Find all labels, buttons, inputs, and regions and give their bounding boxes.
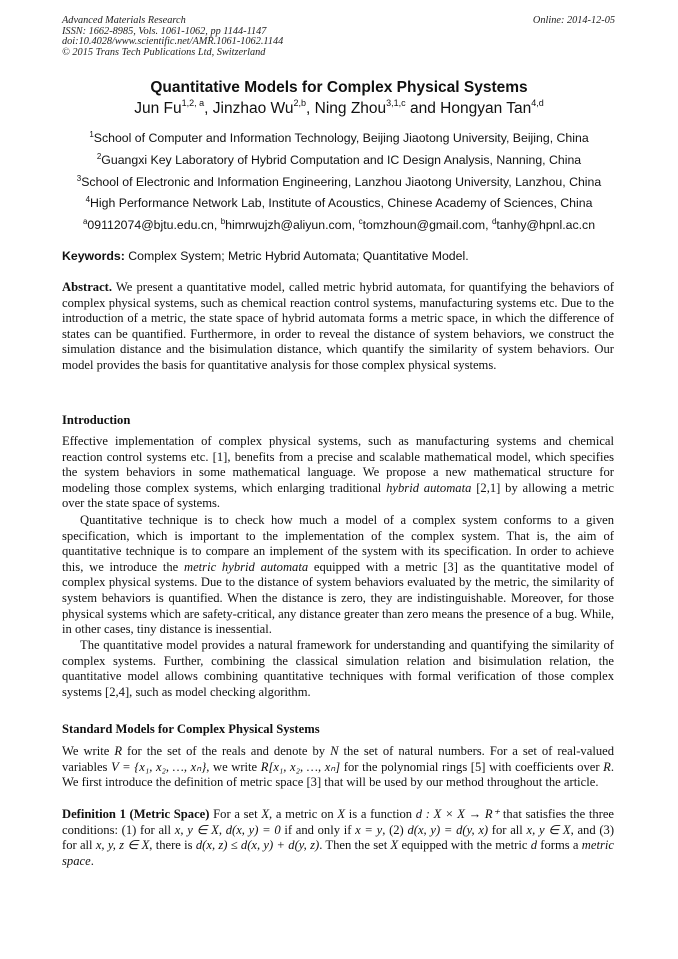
emphasis: metric space (62, 838, 614, 868)
emphasis: hybrid automata (386, 480, 472, 495)
author-name: Hongyan Tan (440, 100, 532, 117)
text-run: We write (62, 744, 115, 758)
affiliation-text: School of Electronic and Information Engineering, Lanzhou Jiaotong University, Lanzhou, China (81, 175, 602, 189)
affiliation-sup: 1 (89, 130, 94, 139)
issn-line: ISSN: 1662-8985, Vols. 1061-1062, pp 1144-1147 (62, 25, 267, 37)
text-run: , a metric on (269, 807, 338, 821)
text-run: , (2) (382, 822, 408, 837)
text-run: that satisfies the three conditions: (1) for all (62, 807, 615, 837)
text-run: The quantitative model provides a natural framework for understanding and quantifying the similarity of complex systems. Further, combining the classical simulation relation and bisimulation relation, the quantitative model allows combining quantitative techniques with formal verification of those complex systems [2,4], such as model checking algorithm. (62, 638, 614, 699)
text-run: for the polynomial rings [5] with coefficients over (340, 759, 604, 774)
affiliation-sup: 2 (96, 152, 102, 161)
paper-title: Quantitative Models for Complex Physical Systems (150, 79, 528, 96)
author-list (0, 100, 678, 118)
text-run: for all (488, 822, 527, 837)
affiliation-3 (0, 175, 678, 189)
email-sup: a (82, 217, 88, 226)
doi-line[interactable]: doi:10.4028/www.scientific.net/AMR.1061-1062.1144 (62, 36, 284, 47)
text-run: equipped with the metric (398, 838, 531, 853)
email-link[interactable]: 09112074@bjtu.edu.cn (87, 218, 214, 232)
author-separator: , (204, 100, 213, 117)
author-name: Jinzhao Wu (212, 100, 294, 117)
text-run: For a set (209, 807, 262, 821)
text-run: [2,1] by allowing a metric over the state space of systems. (62, 480, 615, 511)
abstract-label: Abstract. (62, 280, 113, 294)
affiliation-2 (0, 153, 678, 167)
affiliation-sup: 4 (85, 195, 91, 204)
emphasis: metric hybrid automata (184, 559, 309, 574)
copyright-line: © 2015 Trans Tech Publications Ltd, Switzerland (62, 46, 266, 58)
author-sup: 3,1,c (386, 98, 406, 108)
math-expression: x, y ∈ X (526, 822, 571, 837)
email-link[interactable]: tomzhoun@gmail.com (362, 218, 486, 232)
author-sup: 1,2, a (181, 98, 205, 108)
text-run: equipped with a metric [3] as the quantitative model of complex physical systems. Due to the distance of system behaviors evaluated by the metric, the similarity of system behaviors is quantified. When the distance is zero, they are indistinguishable. Moreover, for those physical systems which are safety-critical, any distance greater than zero means the presence of a bug. While, in other cases, tiny distance is inessential. (62, 559, 614, 637)
author-sup: 2,b (293, 98, 307, 108)
math-expression: X (337, 807, 346, 821)
email-link[interactable]: tanhy@hpnl.ac.cn (496, 218, 596, 232)
text-run: , and (3) for all (62, 822, 615, 853)
text-run: , we write (206, 759, 261, 774)
author-name: Ning Zhou (314, 100, 387, 117)
text-run: . (90, 853, 94, 868)
affiliation-text: Guangxi Key Laboratory of Hybrid Computation and IC Design Analysis, Nanning, China (101, 153, 582, 167)
affiliation-4 (0, 196, 678, 210)
intro-paragraph-3 (62, 638, 614, 700)
text-run: Effective implementation of complex physical systems, such as manufacturing systems and chemical reaction control systems etc. [1], benefits from a precise and scalable mathematical model, which specifies the system behaviors in some mathematical language. We propose a new mathematical structure for modeling those complex systems, which enlarging traditional (62, 434, 614, 495)
text-run: , (218, 822, 226, 837)
keywords-text: Complex System; Metric Hybrid Automata; Quantitative Model. (124, 249, 469, 263)
math-expression: R (603, 759, 611, 774)
math-expression: X (390, 838, 399, 853)
math-expression: d(x, y) = d(y, x) (407, 822, 489, 837)
math-expression: d(x, y) = 0 (225, 822, 281, 837)
email-line: $^a$09112074@bjtu.edu.cn, $^b$himrwujzh@aliyun.com, $^c$tomzhoun@gmail.com, $^d$tanhy@hpnl.ac.cn (82, 217, 596, 232)
math-expression: x = y (355, 822, 383, 837)
math-expression: d : X × X → R⁺ (415, 807, 500, 821)
email-sup: d (491, 217, 497, 226)
email-sup: c (358, 217, 363, 226)
text-run: , there is (149, 838, 196, 853)
math-expression: x, y, z ∈ X (95, 838, 150, 853)
author-separator: and (405, 100, 441, 117)
author-sup: 4,d (531, 98, 544, 108)
text-run: is a function (345, 807, 416, 821)
section-heading-introduction: Introduction (62, 413, 131, 427)
intro-paragraph-2 (62, 513, 614, 638)
math-expression: x, y ∈ X (174, 822, 219, 837)
affiliation-text: School of Computer and Information Technology, Beijing Jiaotong University, Beijing, China (93, 131, 589, 145)
affiliation-sup: 3 (76, 174, 82, 183)
affiliation-1 (0, 131, 678, 145)
text-run: forms a (536, 838, 582, 853)
keywords (62, 249, 469, 263)
keywords-label: Keywords: (62, 249, 125, 263)
math-expression: R (114, 744, 123, 758)
math-expression: X (261, 807, 270, 821)
section-heading-standard-models: Standard Models for Complex Physical Systems (62, 722, 320, 736)
text-run: . We first introduce the definition of metric space [3] that will be used by our method throughout the article. (62, 759, 614, 790)
author-separator: , (306, 100, 315, 117)
math-expression: d (530, 838, 537, 853)
affiliation-text: High Performance Network Lab, Institute of Acoustics, Chinese Academy of Sciences, China (90, 196, 593, 210)
text-run: . Then the set (319, 838, 391, 853)
standard-models-paragraph (62, 744, 614, 791)
journal-name: Advanced Materials Research (62, 15, 186, 26)
text-run: Quantitative technique is to check how much a model of a complex system conforms to a given specification, which is important to the implementation of the complex system. That is, the aim of quantitative technique is to compare an implement of the system with its specification. In order to achieve this, we introduce the (62, 513, 614, 574)
intro-paragraph-1 (62, 434, 614, 512)
abstract (62, 280, 614, 374)
math-expression: d(x, z) ≤ d(x, y) + d(y, z) (195, 838, 320, 853)
definition-label: Definition 1 (Metric Space) (62, 807, 210, 821)
author-name: Jun Fu (134, 100, 182, 117)
journal-header (62, 16, 283, 58)
text-run: if and only if (280, 822, 356, 837)
math-expression: N (330, 744, 339, 758)
definition-1 (62, 807, 614, 869)
online-date: Online: 2014-12-05 (532, 15, 615, 26)
math-expression: V = {x₁, x₂, …, xₙ} (111, 759, 207, 774)
text-run: for the set of the reals and denote by (122, 744, 331, 758)
email-link[interactable]: himrwujzh@aliyun.com (225, 218, 352, 232)
email-sup: b (220, 217, 226, 226)
text-run: the set of natural numbers. For a set of real-valued variables (62, 744, 614, 774)
math-expression: R[x₁, x₂, …, xₙ] (260, 759, 341, 774)
abstract-text: We present a quantitative model, called metric hybrid automata, for quantifying the behaviors of complex physical systems, such as chemical reaction control systems, manufacturing systems etc. Due to the introduction of a metric, the state space of hybrid automata forms a metric space, in which the difference of states can be quantified. Furthermore, in order to reveal the distance of system behaviors, we construct the simulation distance and the bisimulation distance, which quantify the similarity of system behaviors. Our model provides the basis for quantitative analysis for those complex physical systems. (62, 280, 614, 372)
